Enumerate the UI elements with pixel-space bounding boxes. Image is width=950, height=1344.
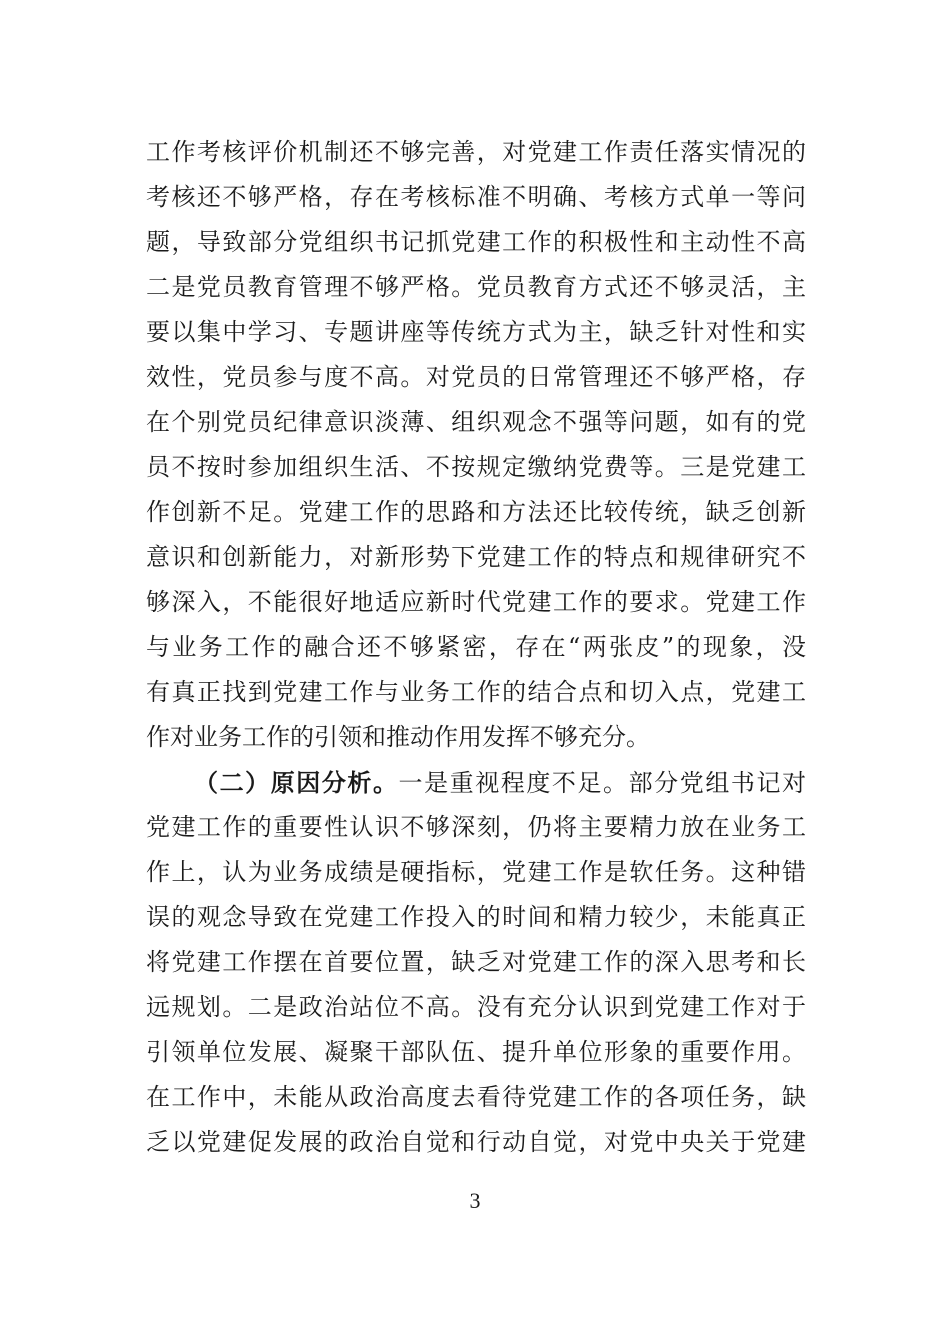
text-line: 党建工作的重要性认识不够深刻，仍将主要精力放在业务工 xyxy=(146,813,806,841)
text-line: 误的观念导致在党建工作投入的时间和精力较少，未能真正 xyxy=(146,903,806,931)
text-line: 作上，认为业务成绩是硬指标，党建工作是软任务。这种错 xyxy=(146,858,806,886)
text-line: 有真正找到党建工作与业务工作的结合点和切入点，党建工 xyxy=(146,678,806,706)
section-first-line-text: 一是重视程度不足。部分党组书记对 xyxy=(398,769,807,797)
text-line: 作创新不足。党建工作的思路和方法还比较传统，缺乏创新 xyxy=(146,498,806,526)
text-line: 效性，党员参与度不高。对党员的日常管理还不够严格，存 xyxy=(146,363,806,391)
text-line: 意识和创新能力，对新形势下党建工作的特点和规律研究不 xyxy=(146,543,806,571)
section-heading: （二）原因分析。 xyxy=(194,768,399,797)
section-first-line xyxy=(146,760,806,805)
text-line: 员不按时参加组织生活、不按规定缴纳党费等。三是党建工 xyxy=(146,453,806,481)
text-line: 二是党员教育管理不够严格。党员教育方式还不够灵活，主 xyxy=(146,273,806,301)
text-line: 工作考核评价机制还不够完善，对党建工作责任落实情况的 xyxy=(146,138,806,166)
text-line: 题，导致部分党组织书记抓党建工作的积极性和主动性不高 xyxy=(146,228,806,256)
text-line: 作对业务工作的引领和推动作用发挥不够充分。 xyxy=(146,723,650,751)
text-line: 远规划。二是政治站位不高。没有充分认识到党建工作对于 xyxy=(146,993,806,1021)
page-number: 3 xyxy=(469,1188,481,1213)
body-text xyxy=(146,130,806,1165)
text-line: 在个别党员纪律意识淡薄、组织观念不强等问题，如有的党 xyxy=(146,408,806,436)
text-line: 够深入，不能很好地适应新时代党建工作的要求。党建工作 xyxy=(146,588,806,616)
text-line: 要以集中学习、专题讲座等传统方式为主，缺乏针对性和实 xyxy=(146,318,806,346)
text-line: 考核还不够严格，存在考核标准不明确、考核方式单一等问 xyxy=(146,183,806,211)
text-line: 乏以党建促发展的政治自觉和行动自觉，对党中央关于党建 xyxy=(146,1128,806,1156)
text-line: 将党建工作摆在首要位置，缺乏对党建工作的深入思考和长 xyxy=(146,948,806,976)
text-line: 在工作中，未能从政治高度去看待党建工作的各项任务，缺 xyxy=(146,1083,806,1111)
text-line: 与业务工作的融合还不够紧密，存在“两张皮”的现象，没 xyxy=(146,633,806,661)
text-line: 引领单位发展、凝聚干部队伍、提升单位形象的重要作用。 xyxy=(146,1038,806,1066)
